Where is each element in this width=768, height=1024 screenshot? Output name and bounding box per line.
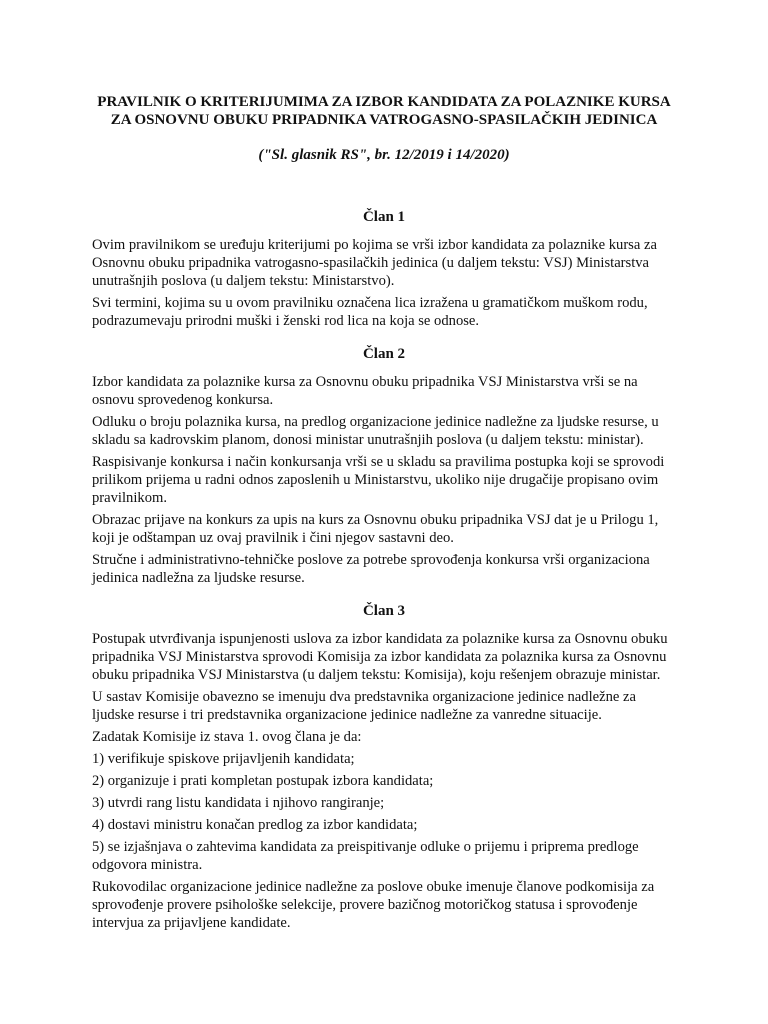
article-3-list-item-5: 5) se izjašnjava o zahtevima kandidata za preispitivanje odluke o prijemu i priprema predloge odgovora ministra. xyxy=(92,839,639,873)
document-title xyxy=(92,93,676,129)
article-3-paragraph-2: U sastav Komisije obavezno se imenuju dva predstavnika organizacione jedinice nadležne za ljudske resurse i tri predstavnika organizacione jedinice nadležne za vanredne situacije. xyxy=(92,689,636,723)
article-3-heading: Član 3 xyxy=(362,603,406,619)
article-2-paragraph-1: Izbor kandidata za polaznike kursa za Osnovnu obuku pripadnika VSJ Ministarstva vrši se na osnovu sprovedenog konkursa. xyxy=(92,374,638,408)
article-3-list-item-2: 2) organizuje i prati kompletan postupak izbora kandidata; xyxy=(92,773,434,789)
article-2-paragraph-5: Stručne i administrativno-tehničke poslove za potrebe sprovođenja konkursa vrši organizaciona jedinica nadležna za ljudske resurse. xyxy=(92,552,650,586)
article-3-list-item-3: 3) utvrdi rang listu kandidata i njihovo rangiranje; xyxy=(92,795,385,811)
article-3-paragraph-1: Postupak utvrđivanja ispunjenosti uslova za izbor kandidata za polaznike kursa za Osnovnu obuku pripadnika VSJ Ministarstva sprovodi Komisija za izbor kandidata za polaznika kursa za Osnovnu obuku pripadnika VSJ Ministarstva (u daljem tekstu: Komisija), koju rešenjem obrazuje ministar. xyxy=(92,631,668,683)
article-1-paragraph-2: Svi termini, kojima su u ovom pravilniku označena lica izražena u gramatičkom muškom rodu, podrazumevaju prirodni muški i ženski rod lica na koja se odnose. xyxy=(92,295,648,329)
article-1 xyxy=(92,208,676,330)
article-2 xyxy=(92,345,676,587)
article-2-paragraph-2: Odluku o broju polaznika kursa, na predlog organizacione jedinice nadležne za ljudske resurse, u skladu sa kadrovskim planom, donosi ministar unutrašnjih poslova (u daljem tekstu: ministar). xyxy=(92,414,659,448)
article-3-paragraph-4: Rukovodilac organizacione jedinice nadležne za poslove obuke imenuje članove podkomisija za sprovođenje provere psihološke selekcije, provere bazičnog motoričkog statusa i sprovođenje intervjua za prijavljene kandidate. xyxy=(92,879,655,931)
article-2-heading: Član 2 xyxy=(362,346,406,362)
article-2-paragraph-3: Raspisivanje konkursa i način konkursanja vrši se u skladu sa pravilima postupka koji se sprovodi prilikom prijema u radni odnos zaposlenih u Ministarstvu, ukoliko nije drugačije propisano ovim pravilnikom. xyxy=(92,454,665,506)
article-1-paragraph-1: Ovim pravilnikom se uređuju kriterijumi po kojima se vrši izbor kandidata za polaznike kursa za Osnovnu obuku pripadnika vatrogasno-spasilačkih jedinica (u daljem tekstu: VSJ) Ministarstva unutrašnjih poslova (u daljem tekstu: Ministarstvo). xyxy=(92,237,657,289)
document-title-line-1: PRAVILNIK O KRITERIJUMIMA ZA IZBOR KANDIDATA ZA POLAZNIKE KURSA xyxy=(97,94,671,110)
document-subtitle: ("Sl. glasnik RS", br. 12/2019 i 14/2020) xyxy=(258,147,510,163)
article-3-list-item-4: 4) dostavi ministru konačan predlog za izbor kandidata; xyxy=(92,817,418,833)
article-1-heading: Član 1 xyxy=(362,209,406,225)
article-3-list-item-1: 1) verifikuje spiskove prijavljenih kandidata; xyxy=(92,751,355,767)
document-title-line-2: ZA OSNOVNU OBUKU PRIPADNIKA VATROGASNO-SPASILAČKIH JEDINICA xyxy=(110,112,658,128)
article-3 xyxy=(92,602,676,932)
article-2-paragraph-4: Obrazac prijave na konkurs za upis na kurs za Osnovnu obuku pripadnika VSJ dat je u Prilogu 1, koji je odštampan uz ovaj pravilnik i čini njegov sastavni deo. xyxy=(92,512,659,546)
article-3-paragraph-3: Zadatak Komisije iz stava 1. ovog člana je da: xyxy=(92,729,362,745)
